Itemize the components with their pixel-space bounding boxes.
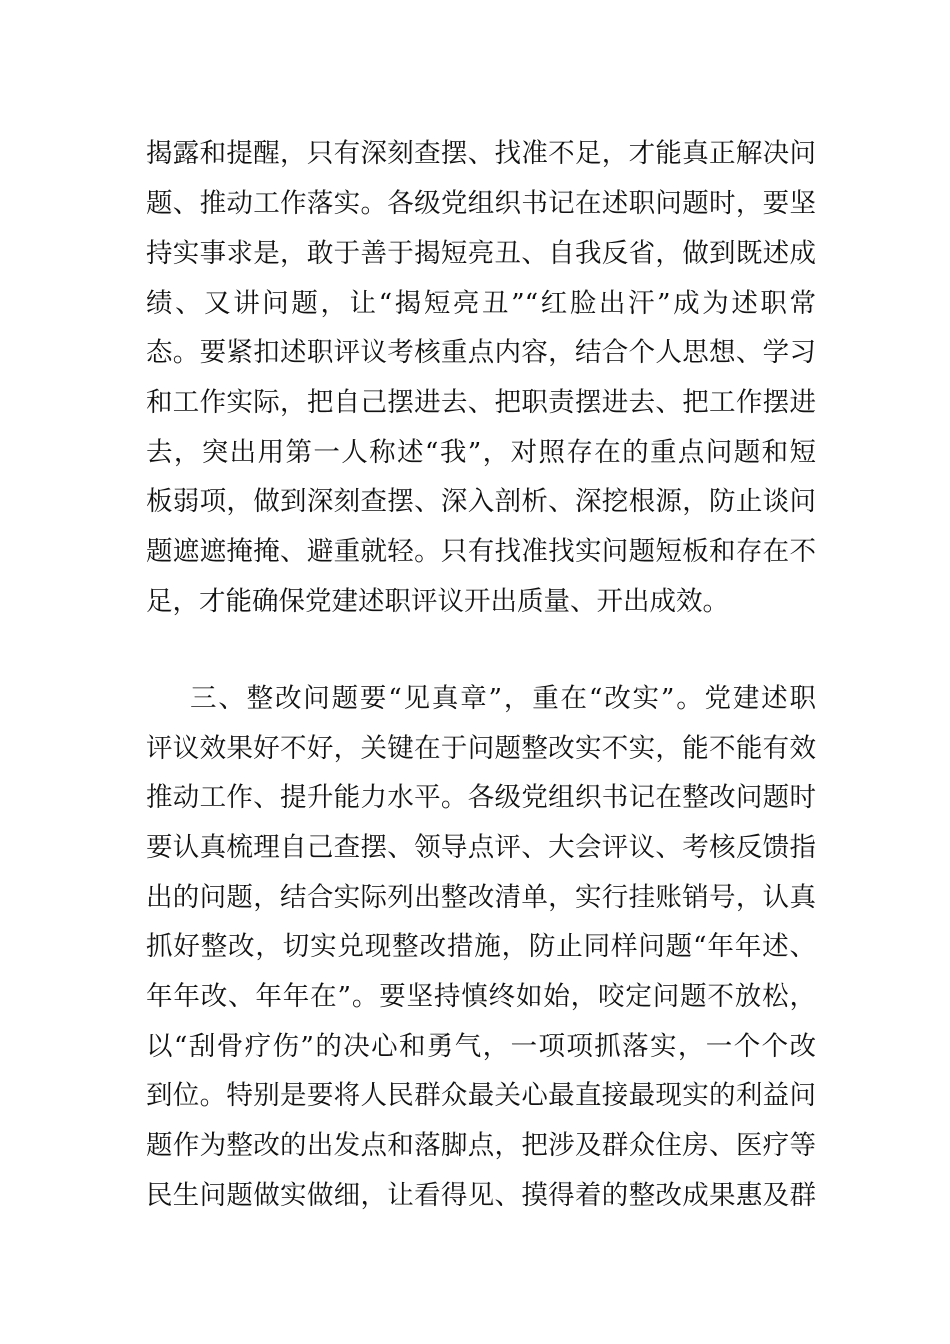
paragraph-1-line-3: 持实事求是，敢于善于揭短亮丑、自我反省，做到既述成: [146, 238, 816, 269]
paragraph-1-line-2: 题、推动工作落实。各级党组织书记在述职问题时，要坚: [146, 188, 816, 219]
paragraph-2-line-8: 以“刮骨疗伤”的决心和勇气，一项项抓落实，一个个改: [146, 1031, 816, 1062]
paragraph-1-line-1: 揭露和提醒，只有深刻查摆、找准不足，才能真正解决问: [146, 138, 816, 169]
paragraph-2-line-4: 要认真梳理自己查摆、领导点评、大会评议、考核反馈指: [146, 832, 816, 863]
paragraph-2-line-1: 三、整改问题要“见真章”，重在“改实”。党建述职: [190, 683, 816, 714]
paragraph-1-line-7: 去，突出用第一人称述“我”，对照存在的重点问题和短: [146, 437, 816, 468]
paragraph-1-line-9: 题遮遮掩掩、避重就轻。只有找准找实问题短板和存在不: [146, 536, 816, 567]
paragraph-1-line-5: 态。要紧扣述职评议考核重点内容，结合个人思想、学习: [146, 337, 816, 368]
paragraph-2-line-9: 到位。特别是要将人民群众最关心最直接最现实的利益问: [146, 1080, 816, 1111]
paragraph-1-line-6: 和工作实际，把自己摆进去、把职责摆进去、把工作摆进: [146, 387, 816, 418]
paragraph-1-line-8: 板弱项，做到深刻查摆、深入剖析、深挖根源，防止谈问: [146, 486, 816, 517]
paragraph-2-line-6: 抓好整改，切实兑现整改措施，防止同样问题“年年述、: [146, 931, 816, 962]
paragraph-1-line-10: 足，才能确保党建述职评议开出质量、开出成效。: [146, 586, 729, 617]
paragraph-2-line-3: 推动工作、提升能力水平。各级党组织书记在整改问题时: [146, 782, 816, 813]
paragraph-2-line-11: 民生问题做实做细，让看得见、摸得着的整改成果惠及群: [146, 1180, 816, 1211]
paragraph-2-line-5: 出的问题，结合实际列出整改清单，实行挂账销号，认真: [146, 882, 816, 913]
paragraph-1-line-4: 绩、又讲问题，让“揭短亮丑”“红脸出汗”成为述职常: [146, 288, 816, 319]
paragraph-2-line-2: 评议效果好不好，关键在于问题整改实不实，能不能有效: [146, 733, 816, 764]
paragraph-2-line-7: 年年改、年年在”。要坚持慎终如始，咬定问题不放松，: [146, 981, 816, 1012]
paragraph-2-line-10: 题作为整改的出发点和落脚点，把涉及群众住房、医疗等: [146, 1130, 816, 1161]
